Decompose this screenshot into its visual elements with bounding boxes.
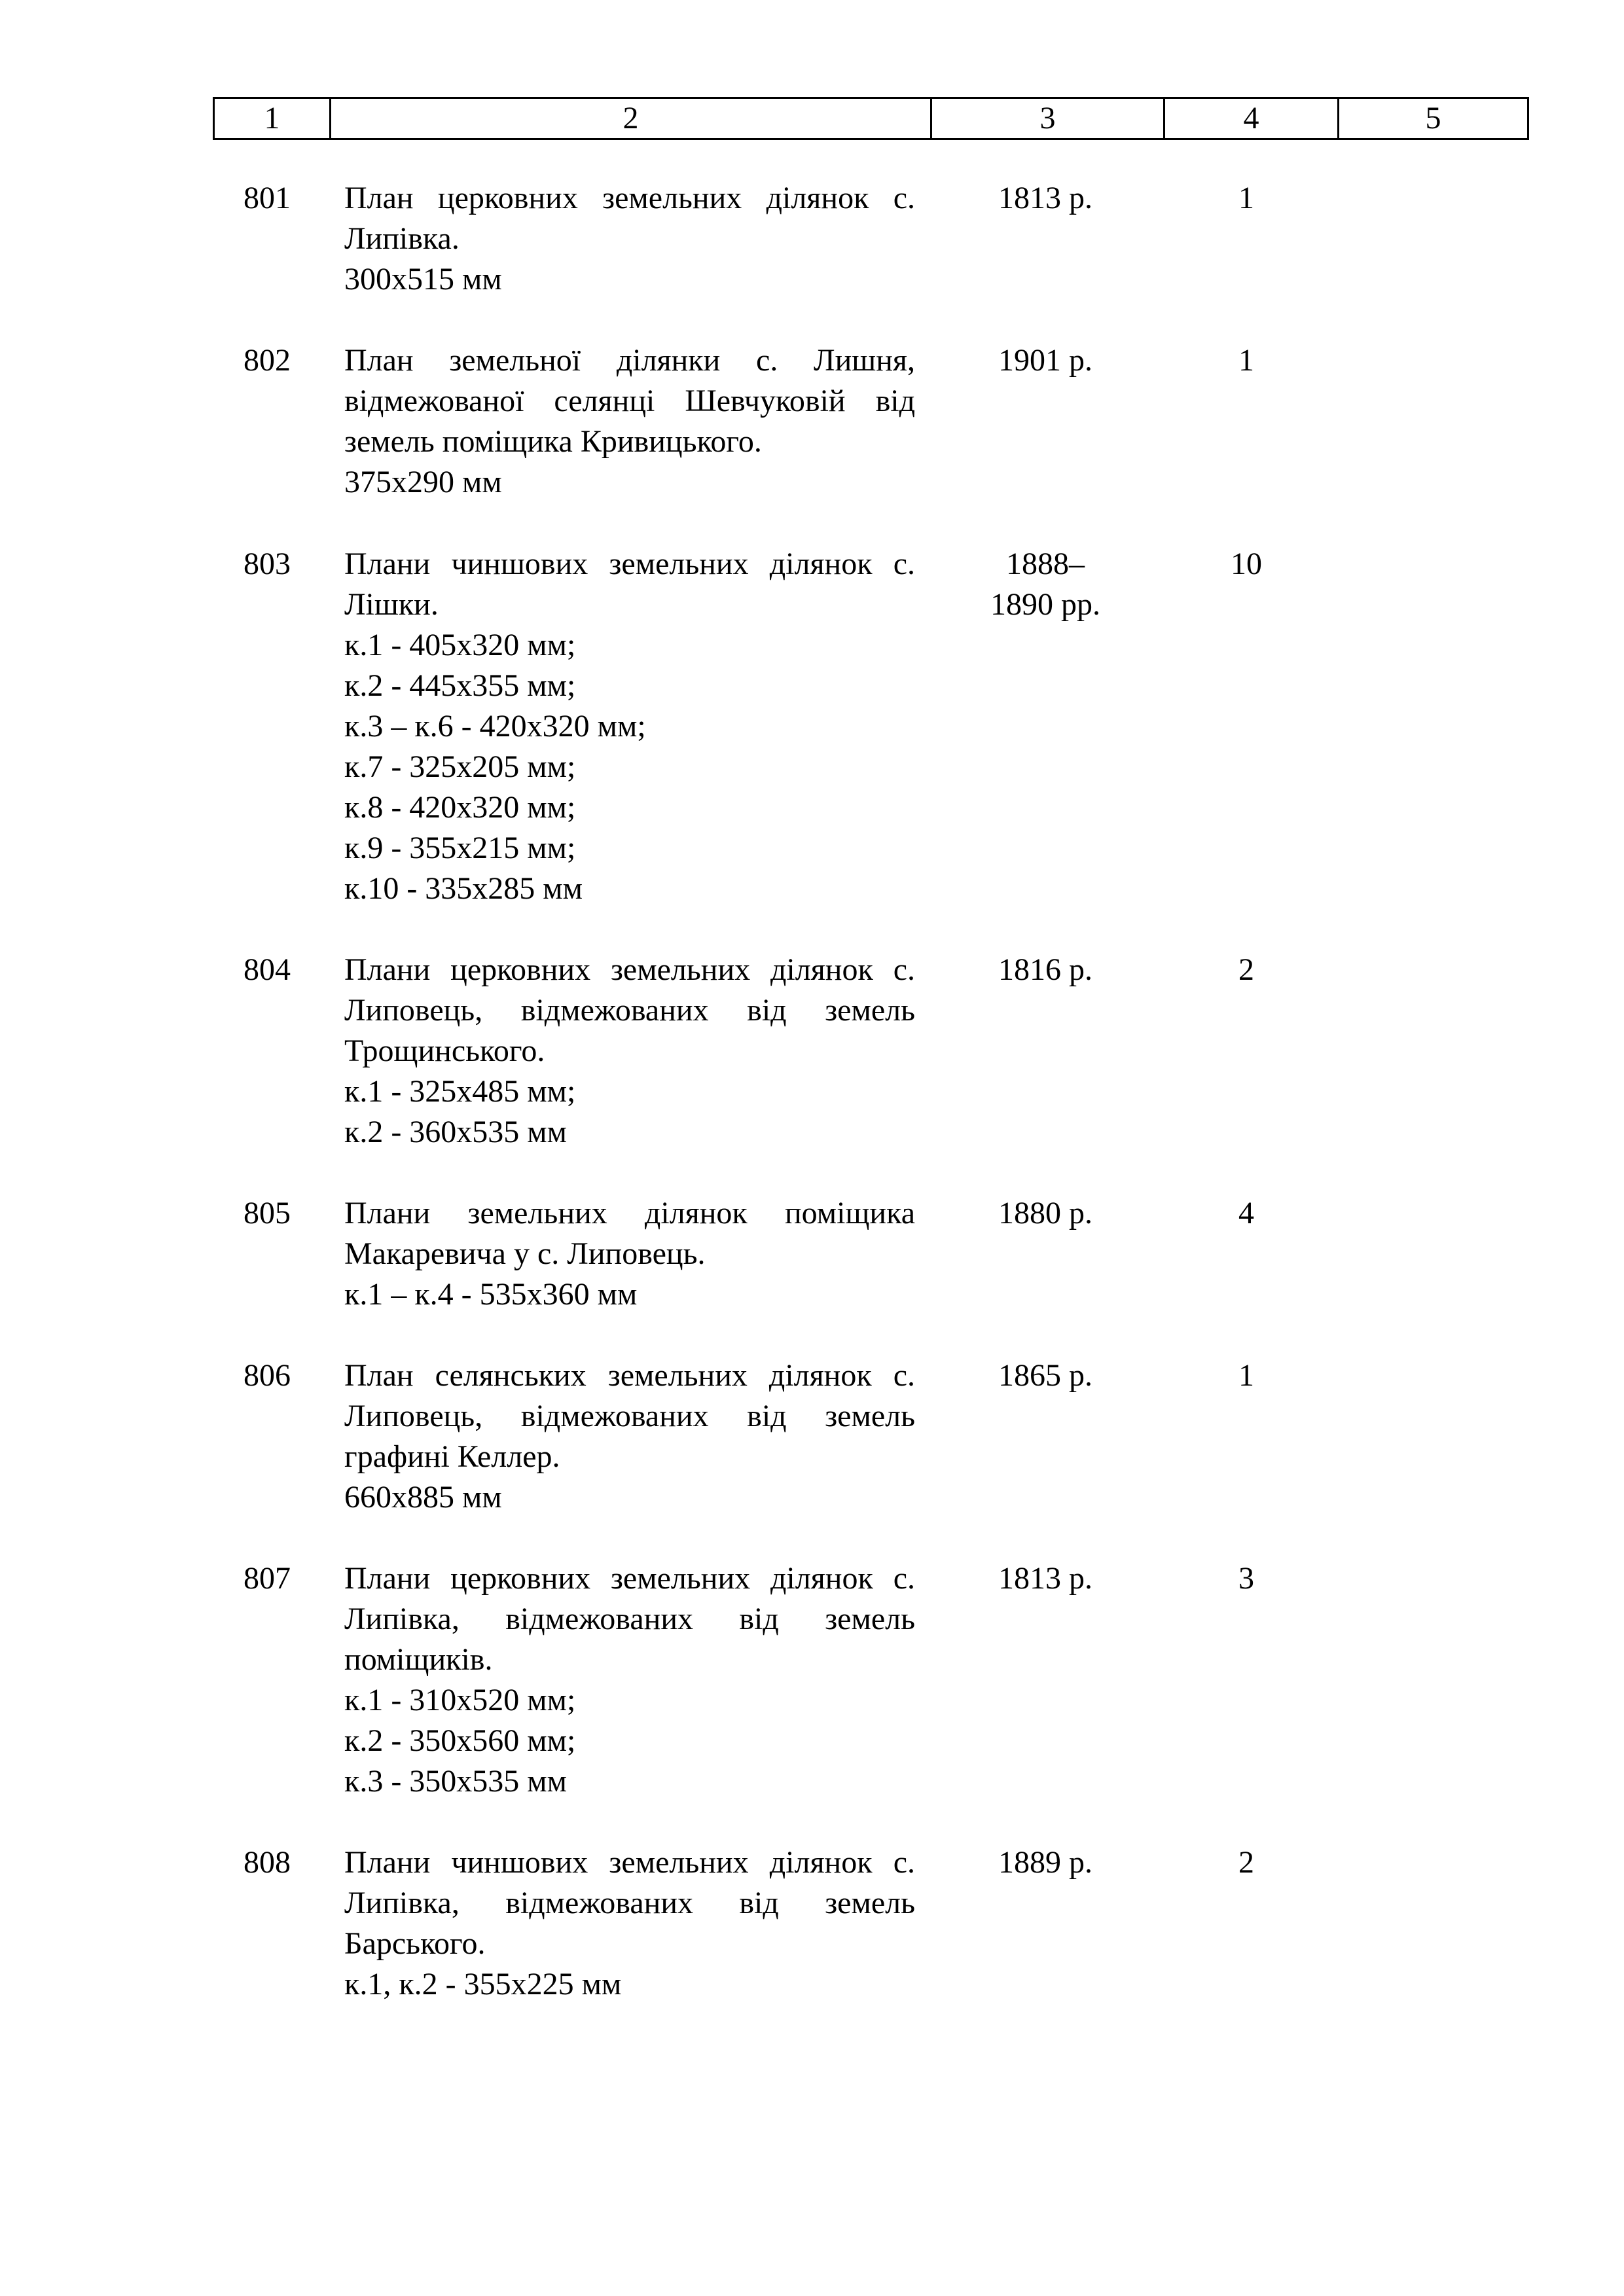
entry-dimensions: к.10 - 335х285 мм: [344, 871, 583, 906]
entry-title: Плани чиншових земельних ділянок с. Липівка, відмежованих від земель Барського.: [344, 1845, 915, 1961]
entry-dimensions: к.3 - 350х535 мм: [344, 1764, 568, 1799]
entry-number: 804: [244, 952, 291, 987]
entry-description: [344, 1558, 915, 1802]
entry-dimensions: к.1 – к.4 - 535х360 мм: [344, 1277, 638, 1312]
entry-number: 803: [244, 547, 291, 581]
entry-date-line: 1888–: [1006, 547, 1085, 581]
entry-quantity: 10: [1231, 547, 1262, 581]
entry-title: Плани церковних земельних ділянок с. Липівка, відмежованих від земель поміщиків.: [344, 1561, 915, 1677]
entry-date: [936, 340, 1155, 381]
entry-dimensions: к.1 - 405х320 мм;: [344, 628, 576, 662]
entry-date-line: 1890 рр.: [990, 587, 1100, 622]
entry-title: Плани церковних земельних ділянок с. Липовець, відмежованих від земель Трощинського.: [344, 952, 915, 1068]
entry-number: 807: [244, 1561, 291, 1596]
entry-title: План земельної ділянки с. Лишня, відмежованої селянці Шевчуковій від земель поміщика Кривицького.: [344, 343, 915, 459]
entry-date: [936, 544, 1155, 625]
column-header-1: 1: [214, 98, 331, 139]
entry-quantity: 1: [1238, 343, 1254, 378]
entry-dimensions: 660х885 мм: [344, 1480, 502, 1515]
entry-date-line: 1813 р.: [998, 181, 1092, 215]
column-header-2: 2: [331, 98, 931, 139]
entry-number: 806: [244, 1358, 291, 1393]
entry-title: План церковних земельних ділянок с. Липівка.: [344, 181, 915, 256]
entry-dimensions: к.2 - 445х355 мм;: [344, 668, 576, 703]
entry-quantity: 2: [1238, 952, 1254, 987]
column-header-4: 4: [1164, 98, 1339, 139]
column-header-3: 3: [931, 98, 1164, 139]
entry-title: Плани чиншових земельних ділянок с. Лішки.: [344, 547, 915, 622]
entry-description: [344, 1355, 915, 1518]
entry-date-line: 1816 р.: [998, 952, 1092, 987]
entry-description: [344, 178, 915, 300]
entry-dimensions: к.9 - 355х215 мм;: [344, 831, 576, 865]
entry-dimensions: к.3 – к.6 - 420х320 мм;: [344, 709, 646, 744]
entry-dimensions: 375х290 мм: [344, 465, 502, 499]
entry-dimensions: к.7 - 325х205 мм;: [344, 749, 576, 784]
entry-quantity: 1: [1238, 181, 1254, 215]
column-header-5: 5: [1339, 98, 1528, 139]
entry-dimensions: к.2 - 360х535 мм: [344, 1115, 568, 1149]
entry-date-line: 1865 р.: [998, 1358, 1092, 1393]
entry-dimensions: к.1 - 310х520 мм;: [344, 1683, 576, 1717]
entry-dimensions: к.8 - 420х320 мм;: [344, 790, 576, 825]
entry-date: [936, 1193, 1155, 1234]
entry-title: Плани земельних ділянок поміщика Макаревича у с. Липовець.: [344, 1196, 915, 1271]
entry-title: План селянських земельних ділянок с. Липовець, відмежованих від земель графині Келлер.: [344, 1358, 915, 1474]
entry-date: [936, 1558, 1155, 1599]
entry-quantity: 2: [1238, 1845, 1254, 1880]
entry-dimensions: к.1, к.2 - 355х225 мм: [344, 1967, 622, 2001]
entry-number: 808: [244, 1845, 291, 1880]
entry-quantity: 1: [1238, 1358, 1254, 1393]
entry-quantity: 4: [1238, 1196, 1254, 1230]
entry-date-line: 1901 р.: [998, 343, 1092, 378]
entry-description: [344, 950, 915, 1153]
entry-description: [344, 1193, 915, 1315]
entry-date-line: 1880 р.: [998, 1196, 1092, 1230]
entry-date: [936, 1355, 1155, 1396]
entry-quantity: 3: [1238, 1561, 1254, 1596]
entry-date: [936, 950, 1155, 990]
entry-description: [344, 544, 915, 909]
entry-number: 801: [244, 181, 291, 215]
entry-date-line: 1813 р.: [998, 1561, 1092, 1596]
entry-description: [344, 340, 915, 503]
entry-number: 805: [244, 1196, 291, 1230]
entry-number: 802: [244, 343, 291, 378]
entry-dimensions: 300х515 мм: [344, 262, 502, 296]
entry-dimensions: к.1 - 325х485 мм;: [344, 1074, 576, 1109]
entry-dimensions: к.2 - 350х560 мм;: [344, 1723, 576, 1758]
entry-date-line: 1889 р.: [998, 1845, 1092, 1880]
entry-date: [936, 1842, 1155, 1883]
entry-description: [344, 1842, 915, 2005]
entry-date: [936, 178, 1155, 219]
